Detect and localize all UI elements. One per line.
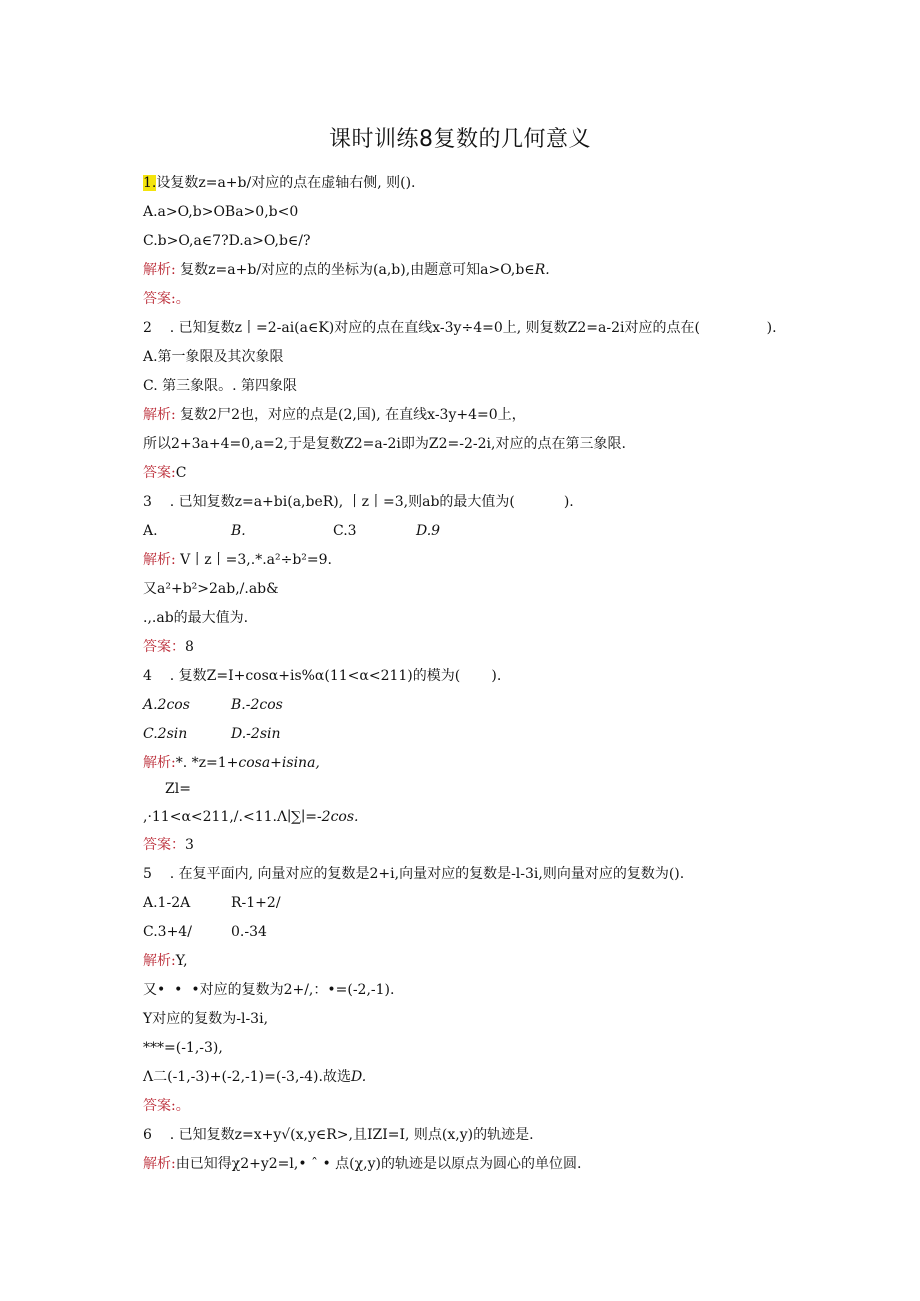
q2-analysis-label: 解析: <box>143 407 176 423</box>
q1-options-1: A.a>O,b>OBa>0,b<0 <box>143 204 299 220</box>
q2-analysis-line <box>143 406 526 424</box>
q2-answer-line <box>143 464 186 482</box>
q1-number-highlight: 1. <box>143 175 157 191</box>
q4-analysis: *. *z=1+ <box>175 755 239 771</box>
q5-option-c: C.3+4/ <box>143 924 192 940</box>
q1-analysis-italic: R. <box>534 262 550 278</box>
q2-answer-label: 答案: <box>143 465 176 481</box>
q5-analysis-2: 又• • •对应的复数为2+/,：•=(-2,-1). <box>143 982 395 998</box>
q1-analysis-line <box>143 261 550 279</box>
q5-analysis-5-italic: D. <box>350 1069 367 1085</box>
q4-analysis-3: ,·11<α<211,/.<11.Λ∣∑∣= <box>143 809 317 825</box>
q4-option-b: B.-2cos <box>231 697 283 713</box>
q6-analysis: 由已知得χ2+y2=l,• ˆ • 点(χ,y)的轨迹是以原点为圆心的单位圆. <box>175 1156 582 1172</box>
q3-answer-label: 答案： <box>143 639 185 655</box>
q3-option-b: B. <box>231 523 246 539</box>
q3-stem: 3 . 已知复数z=a+bi(a,beR), 丨z丨=3,则ab的最大值为( ). <box>143 494 574 510</box>
q2-analysis-2: 所以2+3a+4=0,a=2,于是复数Z2=a-2i即为Z2=-2-2i,对应的点在第三象限. <box>143 436 626 452</box>
q4-option-d: D.-2sin <box>231 726 281 742</box>
q1-answer: 。 <box>175 291 190 307</box>
q5-answer: 。 <box>175 1098 190 1114</box>
q3-option-d: D.9 <box>416 523 441 539</box>
q4-answer: 3 <box>185 837 194 853</box>
q1-answer-label: 答案: <box>143 291 176 307</box>
q3-answer: 8 <box>185 639 194 655</box>
q3-analysis-3: .,.ab的最大值为. <box>143 610 249 626</box>
q4-analysis-3-italic: -2cos. <box>316 809 359 825</box>
q4-option-c: C.2sin <box>143 726 188 742</box>
q4-analysis-italic: cosa+isina, <box>238 755 320 771</box>
q1-stem-line <box>143 174 416 192</box>
q3-analysis: V丨z丨=3,.*.a²÷b²=9. <box>175 552 332 568</box>
q1-answer-line <box>143 290 190 308</box>
q2-analysis: 复数2尸2也，对应的点是(2,国), 在直线x-3y+4=0上， <box>175 407 526 423</box>
q3-analysis-line <box>143 551 332 569</box>
q1-analysis-label: 解析: <box>143 262 176 278</box>
q5-analysis-4: ***=(-1,-3), <box>143 1040 223 1056</box>
q5-option-a: A.1-2A <box>143 895 191 911</box>
q3-answer-line <box>143 638 194 656</box>
q4-analysis-label: 解析: <box>143 755 176 771</box>
q3-analysis-2: 又a²+b²>2ab,/.ab& <box>143 581 279 597</box>
q3-option-c: C.3 <box>333 523 357 539</box>
q6-analysis-label: 解析: <box>143 1156 176 1172</box>
q1-options-2: C.b>O,a∈7?D.a>O,b∈/? <box>143 233 311 249</box>
q2-options-2: C. 第三象限。. 第四象限 <box>143 378 298 394</box>
q5-answer-line <box>143 1097 190 1115</box>
q5-option-d: 0.-34 <box>231 924 267 940</box>
q4-option-a: A.2cos <box>143 697 190 713</box>
q5-analysis-3: Y对应的复数为-l-3i, <box>143 1011 269 1027</box>
q5-analysis-label: 解析: <box>143 953 176 969</box>
q2-options-1: A.第一象限及其次象限 <box>143 349 284 365</box>
q5-analysis: Y, <box>175 953 188 969</box>
q5-analysis-5-line <box>143 1068 366 1086</box>
q1-stem: 设复数z=a+b/对应的点在虚轴右侧, 则(). <box>156 175 416 191</box>
q5-stem: 5 . 在复平面内, 向量对应的复数是2+i,向量对应的复数是-l-3i,则向量对应的复数为(). <box>143 866 685 882</box>
page-title: 课时训练8复数的几何意义 <box>329 127 591 152</box>
q5-answer-label: 答案: <box>143 1098 176 1114</box>
q4-analysis-3-line <box>143 808 359 826</box>
q5-analysis-line <box>143 952 188 970</box>
q3-analysis-label: 解析: <box>143 552 176 568</box>
q5-analysis-5: Λ二(-1,-3)+(-2,-1)=(-3,-4).故选 <box>143 1069 351 1085</box>
q2-stem: 2 . 已知复数z丨=2-ai(a∈K)对应的点在直线x-3y÷4=0上, 则复数Z2=a-2i对应的点在( ). <box>143 320 777 336</box>
q3-option-a: A. <box>143 523 158 539</box>
q6-stem: 6 . 已知复数z=x+y√(x,y∈R>,且IZI=I, 则点(x,y)的轨迹是. <box>143 1127 534 1143</box>
q4-answer-label: 答案： <box>143 837 185 853</box>
q4-analysis-line <box>143 754 320 772</box>
q6-analysis-line <box>143 1155 581 1173</box>
q4-answer-line <box>143 836 194 854</box>
q5-option-b: R-1+2/ <box>231 895 281 911</box>
q1-analysis: 复数z=a+b/对应的点的坐标为(a,b),由题意可知a>O,b∈ <box>175 262 535 278</box>
q4-analysis-2: Zl= <box>165 781 191 797</box>
q4-stem: 4 . 复数Z=I+cosα+is%α(11<α<211)的模为( ). <box>143 668 502 684</box>
q2-answer: C <box>175 465 187 481</box>
